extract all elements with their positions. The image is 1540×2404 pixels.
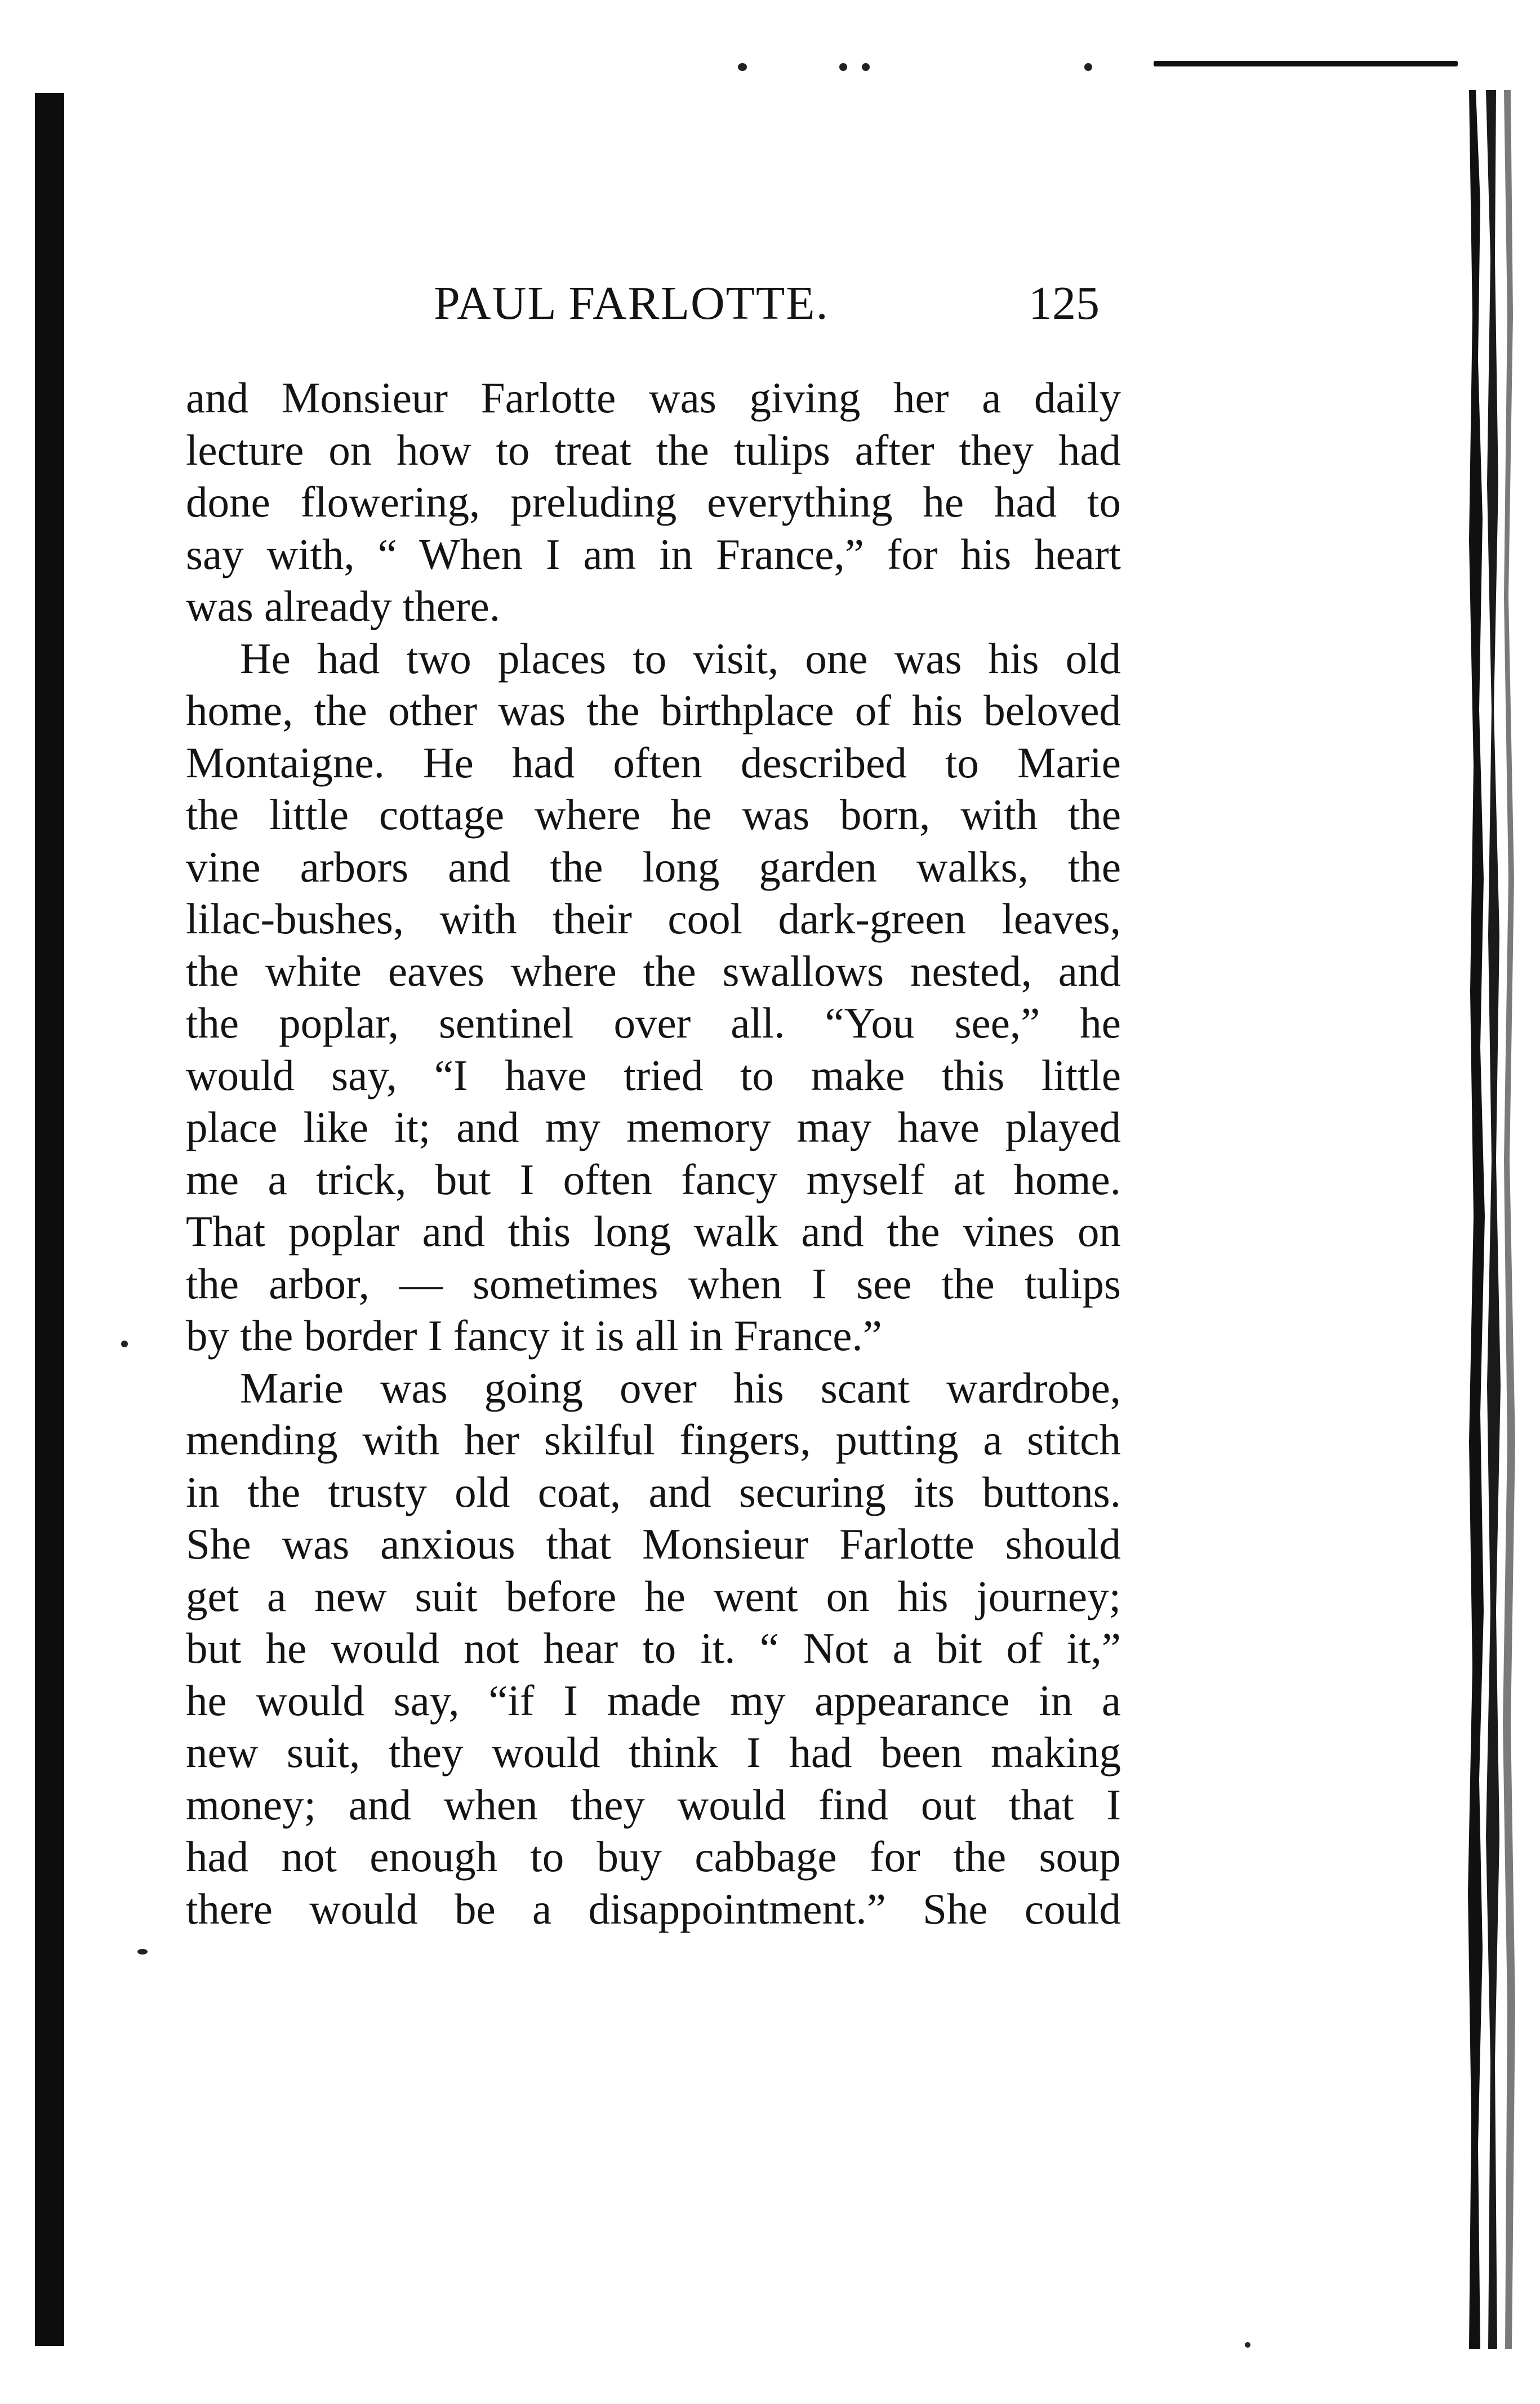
- text-line: in the trusty old coat, and securing its buttons.: [186, 1467, 1121, 1516]
- body-text: [186, 372, 1121, 1935]
- scan-speck: [839, 63, 847, 71]
- text-line: new suit, they would think I had been making: [186, 1728, 1121, 1777]
- text-line: the poplar, sentinel over all. “You see,” he: [186, 999, 1121, 1047]
- text-line: money; and when they would find out that I: [186, 1780, 1121, 1829]
- text-line: there would be a disappointment.” She could: [186, 1884, 1121, 1933]
- scan-speck: [1084, 63, 1092, 71]
- scan-speck: [121, 1341, 128, 1347]
- text-line: Montaigne. He had often described to Marie: [186, 738, 1121, 787]
- text-line: vine arbors and the long garden walks, the: [186, 842, 1121, 891]
- text-line: would say, “I have tried to make this little: [186, 1050, 1121, 1099]
- text-line: had not enough to buy cabbage for the soup: [186, 1832, 1121, 1881]
- text-line: done flowering, preluding everything he had to: [186, 478, 1121, 526]
- scan-speck: [862, 63, 870, 71]
- text-line: home, the other was the birthplace of his beloved: [186, 686, 1121, 734]
- page-number: 125: [1029, 277, 1100, 330]
- text-line: me a trick, but I often fancy myself at home.: [186, 1155, 1121, 1204]
- text-line: the arbor, — sometimes when I see the tulips: [186, 1259, 1121, 1308]
- paragraph-start-line: Marie was going over his scant wardrobe,: [240, 1363, 1121, 1412]
- text-line: the white eaves where the swallows nested, and: [186, 946, 1121, 995]
- text-line: She was anxious that Monsieur Farlotte should: [186, 1520, 1121, 1568]
- text-line: was already there.: [186, 582, 500, 630]
- text-line: place like it; and my memory may have played: [186, 1103, 1121, 1151]
- scan-speck: [1245, 2342, 1250, 2348]
- text-line: lecture on how to treat the tulips after they had: [186, 425, 1121, 474]
- text-line: and Monsieur Farlotte was giving her a daily: [186, 373, 1121, 422]
- text-line: lilac-bushes, with their cool dark-green leaves,: [186, 894, 1121, 943]
- text-line: but he would not hear to it. “ Not a bit of it,”: [186, 1624, 1121, 1672]
- text-line: he would say, “if I made my appearance in a: [186, 1676, 1121, 1725]
- paragraph-start-line: He had two places to visit, one was his old: [240, 634, 1121, 683]
- binding-edge: [35, 93, 64, 2346]
- scan-speck: [137, 1949, 148, 1955]
- text-line: by the border I fancy it is all in France.”: [186, 1311, 882, 1360]
- running-title: PAUL FARLOTTE.: [434, 277, 829, 330]
- torn-right-gutter: [1463, 90, 1540, 2349]
- text-line: the little cottage where he was born, with the: [186, 790, 1121, 839]
- text-line: get a new suit before he went on his journey;: [186, 1571, 1121, 1621]
- scan-speck: [738, 63, 747, 71]
- text-line: say with, “ When I am in France,” for his heart: [186, 529, 1121, 578]
- text-line: mending with her skilful fingers, putting a stitch: [186, 1415, 1121, 1464]
- text-line: That poplar and this long walk and the vines on: [186, 1207, 1121, 1256]
- scan-top-rule: [1154, 61, 1458, 66]
